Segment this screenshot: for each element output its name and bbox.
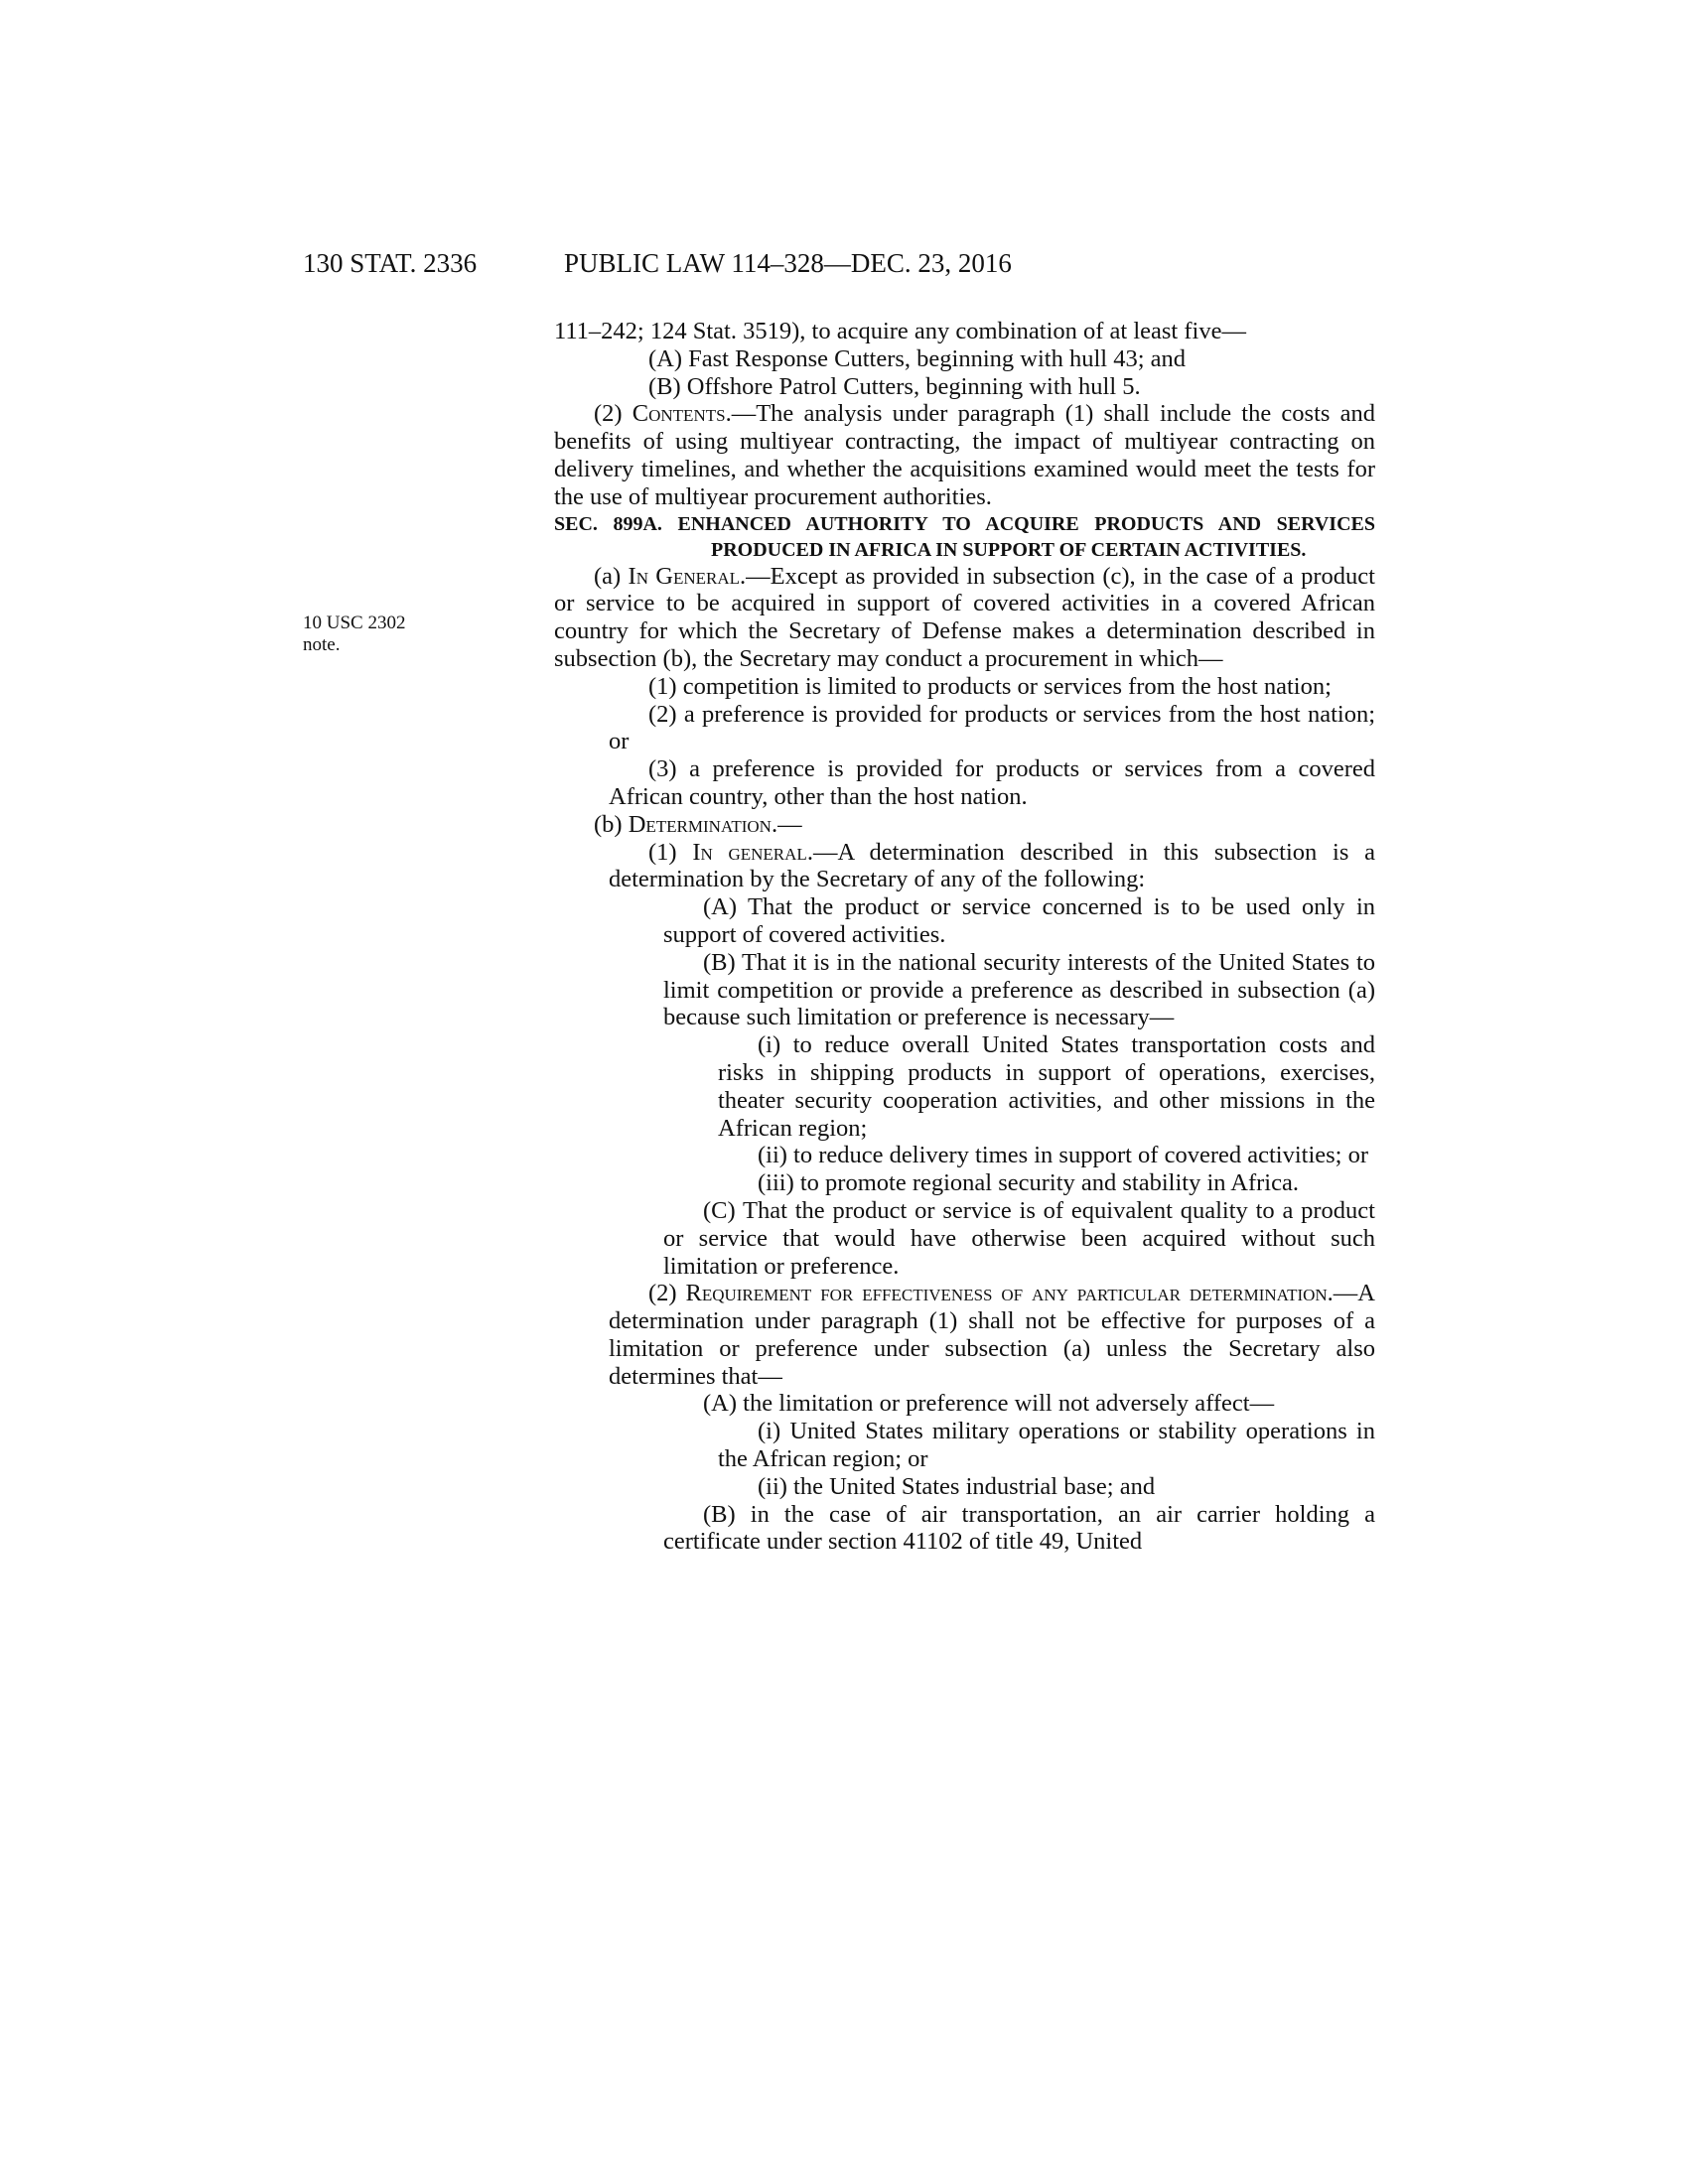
paragraph-number: (1) [648,838,693,866]
paragraph-text: .—A determination described in this subsection is a determination by the Secretary of any of the following: [609,838,1375,893]
clause-b1Biii: (iii) to promote regional security and stability in Africa. [758,1169,1299,1197]
continued-paragraph: 111–242; 124 Stat. 3519), to acquire any combination of at least five— [554,318,1246,344]
clause-b1Bi: (i) to reduce overall United States transportation costs and risks in shipping products in support of operations, exercises, theater security cooperation activities, and other missions in the African region; [718,1031,1375,1142]
statute-body [554,318,1375,1556]
subsection-number: (a) [594,562,629,590]
subsection-text: .—Except as provided in subsection (c), in the case of a product or service to be acquired in support of covered activities in a covered African country for which the Secretary of Defense makes a determination described in subsection (b), the Secretary may conduct a procurement in which— [554,562,1375,672]
margin-note-label: note. [303,634,341,655]
subsection-b [554,811,1375,839]
subsection-heading: In General [628,562,741,590]
paragraph-number: (2) [648,1280,686,1307]
paragraph-a3: (3) a preference is provided for products or services from a covered African country, other than the host nation. [609,755,1375,810]
paragraph-b1 [554,839,1375,894]
subparagraph-b2A: (A) the limitation or preference will not adversely affect— [703,1390,1275,1418]
subparagraph-b1C: (C) That the product or service is of equivalent quality to a product or service that would have otherwise been acquired without such limitation or preference. [663,1196,1375,1280]
subparagraph-offshore-patrol-cutters: (B) Offshore Patrol Cutters, beginning with hull 5. [648,372,1141,400]
margin-note [303,613,452,656]
subsection-dash: .— [771,810,802,838]
paragraph-contents [554,400,1375,510]
clause-b2Ai: (i) United States military operations or stability operations in the African region; or [718,1418,1375,1473]
paragraph-text: .—A determination under paragraph (1) shall not be effective for purposes of a limitation or preference under subsection (a) unless the Secretary also determines that— [609,1280,1375,1390]
page-header [303,248,1375,284]
paragraph-number: (2) [594,400,633,428]
public-law-title: PUBLIC LAW 114–328—DEC. 23, 2016 [564,248,1012,278]
paragraph-heading: In general [692,838,807,866]
subsection-a [554,563,1375,673]
subparagraph-b1A: (A) That the product or service concerned is to be used only in support of covered activities. [663,893,1375,948]
section-heading: SEC. 899A. ENHANCED AUTHORITY TO ACQUIRE PRODUCTS AND SERVICES PRODUCED IN AFRICA IN SUPPORT OF CERTAIN ACTIVITIES. [554,512,1375,561]
paragraph-heading: Requirement for effectiveness of any particular determination [685,1280,1328,1307]
subparagraph-b1B: (B) That it is in the national security interests of the United States to limit competition or provide a preference as described in subsection (a) because such limitation or preference is necessary— [663,948,1375,1031]
margin-note-citation: 10 USC 2302 [303,613,406,633]
paragraph-heading: Contents [632,400,726,428]
paragraph-text: .—The analysis under paragraph (1) shall include the costs and benefits of using multiyear contracting, the impact of multiyear contracting on delivery timelines, and whether the acquisitions examined would meet the tests for the use of multiyear procurement authorities. [554,400,1375,510]
paragraph-b2 [554,1280,1375,1390]
paragraph-a2: (2) a preference is provided for products or services from the host nation; or [609,700,1375,755]
subparagraph-b2B: (B) in the case of air transportation, an air carrier holding a certificate under section 41102 of title 49, United [663,1500,1375,1556]
clause-b1Bii: (ii) to reduce delivery times in support of covered activities; or [758,1142,1369,1169]
stat-page-reference: 130 STAT. 2336 [303,248,478,278]
subparagraph-fast-response-cutters: (A) Fast Response Cutters, beginning with hull 43; and [648,344,1186,372]
clause-b2Aii: (ii) the United States industrial base; and [758,1472,1156,1500]
paragraph-a1: (1) competition is limited to products or services from the host nation; [648,672,1332,700]
subsection-number: (b) [594,810,629,838]
subsection-heading: Determination [628,810,772,838]
